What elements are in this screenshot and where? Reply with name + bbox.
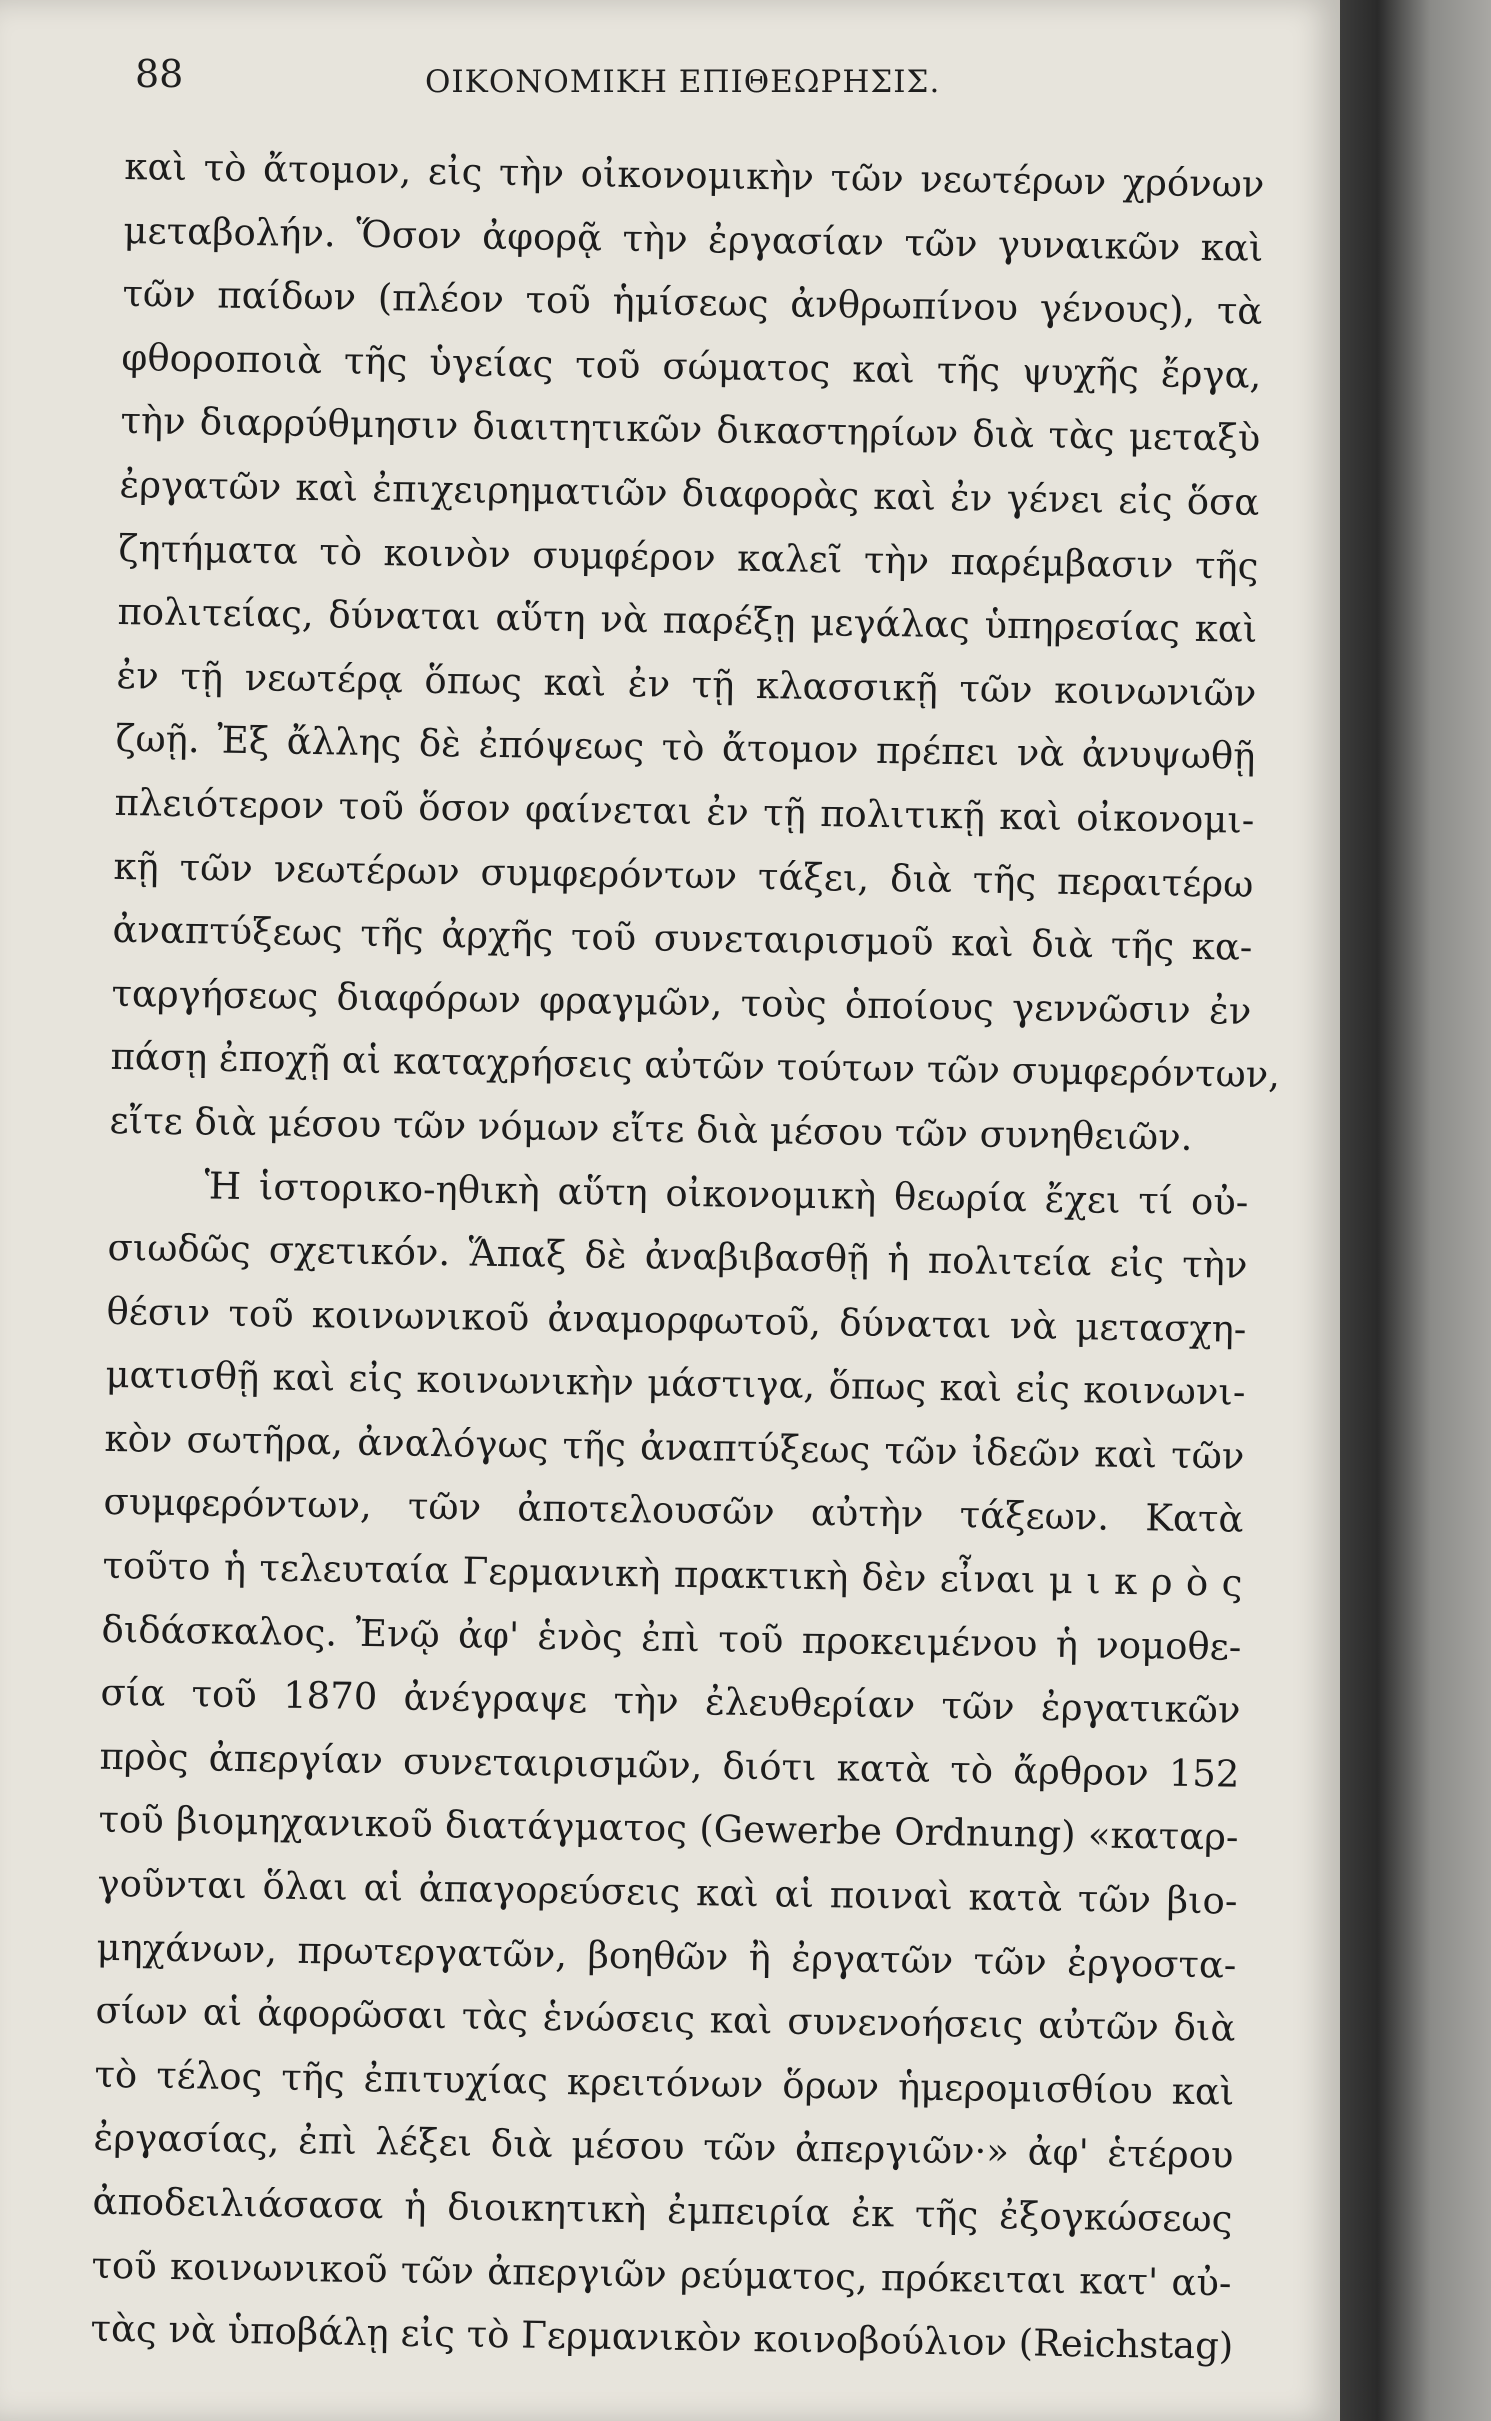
text-line: συμφερόντων, τῶν ἀποτελουσῶν αὐτὴν τάξεων. Κατὰ	[103, 1480, 1244, 1542]
page-header	[135, 52, 1235, 112]
text-line: ἀποδειλιάσασα ἡ διοικητικὴ ἐμπειρία ἐκ τῆς ἐξογκώσεως	[92, 2179, 1233, 2241]
book-gutter	[1340, 0, 1491, 2421]
text-line: τοῦ κοινωνικοῦ τῶν ἀπεργιῶν ρεύματος, πρόκειται κατ' αὐ-	[91, 2243, 1232, 2305]
text-line: τοῦ βιομηχανικοῦ διατάγματος (Gewerbe Ordnung) «καταρ-	[98, 1798, 1239, 1860]
text-line: γοῦνται ὅλαι αἱ ἀπαγορεύσεις καὶ αἱ ποιναὶ κατὰ τῶν βιο-	[97, 1861, 1238, 1923]
page-number: 88	[135, 52, 184, 96]
text-line: τὸ τέλος τῆς ἐπιτυχίας κρειτόνων ὅρων ἡμερομισθίου καὶ	[94, 2052, 1235, 2114]
text-line: κῇ τῶν νεωτέρων συμφερόντων τάξει, διὰ τῆς περαιτέρω	[113, 844, 1254, 906]
text-line: σιωδῶς σχετικόν. Ἅπαξ δὲ ἀναβιβασθῇ ἡ πολιτεία εἰς τὴν	[107, 1225, 1248, 1287]
text-line: εἴτε διὰ μέσου τῶν νόμων εἴτε διὰ μέσου τῶν συνηθειῶν.	[109, 1098, 1193, 1159]
text-line: μηχάνων, πρωτεργατῶν, βοηθῶν ἢ ἐργατῶν τῶν ἐργοστα-	[96, 1925, 1237, 1987]
text-line: ἀναπτύξεως τῆς ἀρχῆς τοῦ συνεταιρισμοῦ καὶ διὰ τῆς κα-	[112, 908, 1253, 969]
text-line: διδάσκαλος. Ἐνῷ ἀφ' ἑνὸς ἐπὶ τοῦ προκειμένου ἡ νομοθε-	[101, 1607, 1242, 1669]
text-line: σίων αἱ ἀφορῶσαι τὰς ἑνώσεις καὶ συνενοήσεις αὐτῶν διὰ	[95, 1988, 1236, 2050]
body-text	[90, 135, 1281, 2378]
text-line: τῶν παίδων (πλέον τοῦ ἡμίσεως ἀνθρωπίνου γένους), τὰ	[122, 272, 1263, 334]
text-line: πολιτείας, δύναται αὕτη νὰ παρέξῃ μεγάλας ὑπηρεσίας καὶ	[117, 590, 1258, 652]
text-line: πλειότερον τοῦ ὅσον φαίνεται ἐν τῇ πολιτικῇ καὶ οἰκονομι-	[114, 780, 1255, 842]
text-line: ζητήματα τὸ κοινὸν συμφέρον καλεῖ τὴν παρέμβασιν τῆς	[118, 526, 1259, 588]
text-line: θέσιν τοῦ κοινωνικοῦ ἀναμορφωτοῦ, δύναται νὰ μετασχη-	[106, 1289, 1247, 1351]
text-line: Ἡ ἱστορικο-ηθικὴ αὕτη οἰκονομικὴ θεωρία ἔχει τί οὐ-	[204, 1163, 1249, 1224]
text-line: καὶ τὸ ἄτομον, εἰς τὴν οἰκονομικὴν τῶν νεωτέρων χρόνων	[124, 144, 1265, 206]
text-line: ἐργασίας, ἐπὶ λέξει διὰ μέσου τῶν ἀπεργιῶν·» ἀφ' ἑτέρου	[93, 2116, 1234, 2178]
text-line: κὸν σωτῆρα, ἀναλόγως τῆς ἀναπτύξεως τῶν ἰδεῶν καὶ τῶν	[104, 1416, 1245, 1478]
text-line: τὰς νὰ ὑποβάλῃ εἰς τὸ Γερμανικὸν κοινοβούλιον (Reichstag)	[90, 2306, 1234, 2368]
text-line: ἐν τῇ νεωτέρᾳ ὅπως καὶ ἐν τῇ κλασσικῇ τῶν κοινωνιῶν	[116, 653, 1257, 715]
text-line: σία τοῦ 1870 ἀνέγραψε τὴν ἐλευθερίαν τῶν ἐργατικῶν	[100, 1671, 1241, 1732]
text-line: ματισθῇ καὶ εἰς κοινωνικὴν μάστιγα, ὅπως καὶ εἰς κοινωνι-	[105, 1353, 1246, 1415]
text-line: τοῦτο ἡ τελευταία Γερμανικὴ πρακτικὴ δὲν εἶναι μ ι κ ρ ὸ ς	[102, 1543, 1243, 1605]
text-line: ταργήσεως διαφόρων φραγμῶν, τοὺς ὁποίους γεννῶσιν ἐν	[111, 971, 1252, 1033]
text-line: ἐργατῶν καὶ ἐπιχειρηματιῶν διαφορὰς καὶ ἐν γένει εἰς ὅσα	[119, 462, 1260, 524]
text-line: τὴν διαρρύθμησιν διαιτητικῶν δικαστηρίων διὰ τὰς μεταξὺ	[120, 399, 1261, 461]
text-line: πάσῃ ἐποχῇ αἱ καταχρήσεις αὐτῶν τούτων τῶν συμφερόντων,	[110, 1035, 1281, 1097]
text-line: φθοροποιὰ τῆς ὑγείας τοῦ σώματος καὶ τῆς ψυχῆς ἔργα,	[121, 335, 1262, 397]
text-line: μεταβολήν. Ὅσον ἀφορᾷ τὴν ἐργασίαν τῶν γυναικῶν καὶ	[123, 208, 1264, 270]
text-line: ζωῇ. Ἐξ ἄλλης δὲ ἐπόψεως τὸ ἄτομον πρέπει νὰ ἀνυψωθῇ	[115, 717, 1256, 779]
text-line: πρὸς ἀπεργίαν συνεταιρισμῶν, διότι κατὰ τὸ ἄρθρον 152	[99, 1734, 1240, 1796]
running-title: ΟΙΚΟΝΟΜΙΚΗ ΕΠΙΘΕΩΡΗΣΙΣ.	[425, 64, 941, 100]
